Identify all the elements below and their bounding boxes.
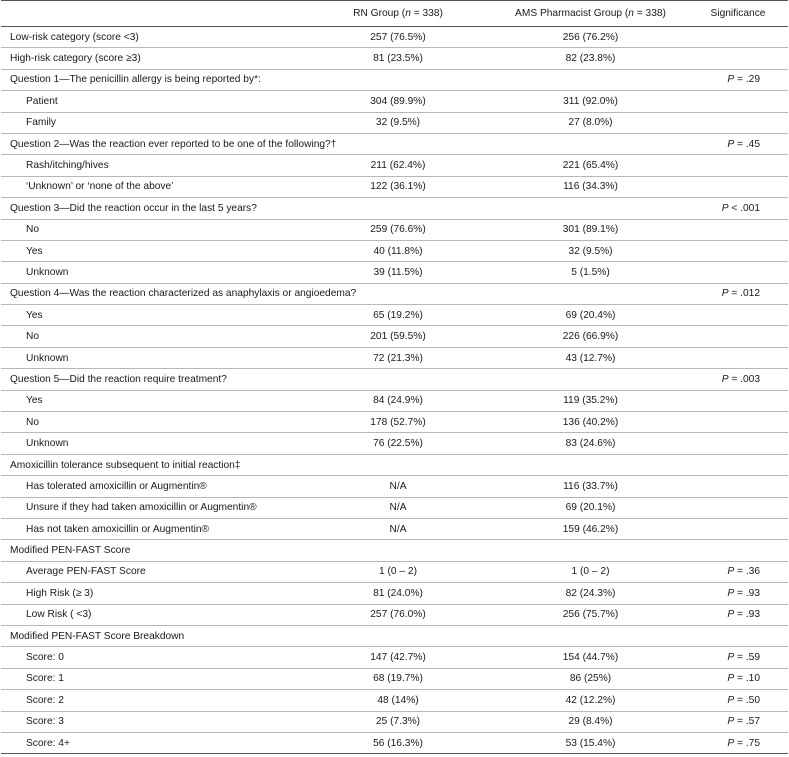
ams-group-value: 221 (65.4%) <box>493 155 688 176</box>
table-row <box>1 390 788 411</box>
table-row <box>1 283 788 304</box>
rn-group-value: 211 (62.4%) <box>303 155 493 176</box>
row-label: Low Risk ( <3) <box>1 604 303 625</box>
header-ams-suffix: = 338) <box>633 8 666 19</box>
rn-group-value <box>303 69 493 90</box>
ams-group-value: 32 (9.5%) <box>493 240 688 261</box>
row-label: Score: 4+ <box>1 732 303 753</box>
rn-group-value: 76 (22.5%) <box>303 433 493 454</box>
rn-group-value: 122 (36.1%) <box>303 176 493 197</box>
significance-value <box>688 433 788 454</box>
ams-group-value: 256 (75.7%) <box>493 604 688 625</box>
significance-value <box>688 305 788 326</box>
ams-group-value: 119 (35.2%) <box>493 390 688 411</box>
significance-value <box>688 219 788 240</box>
significance-value: P = .75 <box>688 732 788 753</box>
row-label: No <box>1 326 303 347</box>
ams-group-value <box>493 133 688 154</box>
significance-value <box>688 625 788 646</box>
header-ams-n: n <box>628 8 634 19</box>
rn-group-value: 259 (76.6%) <box>303 219 493 240</box>
significance-value <box>688 48 788 69</box>
table-row <box>1 497 788 518</box>
rn-group-value: 178 (52.7%) <box>303 412 493 433</box>
table-row <box>1 347 788 368</box>
table-row <box>1 240 788 261</box>
rn-group-value <box>303 540 493 561</box>
row-label: Unknown <box>1 262 303 283</box>
row-label: Average PEN-FAST Score <box>1 561 303 582</box>
rn-group-value: 72 (21.3%) <box>303 347 493 368</box>
ams-group-value: 82 (24.3%) <box>493 583 688 604</box>
rn-group-value: 84 (24.9%) <box>303 390 493 411</box>
table-row <box>1 369 788 390</box>
ams-group-value: 1 (0 – 2) <box>493 561 688 582</box>
header-row <box>1 1 788 27</box>
ams-group-value: 311 (92.0%) <box>493 91 688 112</box>
row-label: Question 4—Was the reaction characterized as anaphylaxis or angioedema? <box>1 283 303 304</box>
table-row <box>1 69 788 90</box>
rn-group-value: 68 (19.7%) <box>303 668 493 689</box>
significance-value <box>688 262 788 283</box>
row-label: Low-risk category (score <3) <box>1 27 303 48</box>
significance-value <box>688 326 788 347</box>
significance-value: P = .59 <box>688 647 788 668</box>
row-label: Question 2—Was the reaction ever reported to be one of the following?† <box>1 133 303 154</box>
header-ams-prefix: AMS Pharmacist Group ( <box>515 8 629 19</box>
ams-group-value <box>493 454 688 475</box>
row-label: Score: 0 <box>1 647 303 668</box>
table-row <box>1 540 788 561</box>
rn-group-value: 81 (24.0%) <box>303 583 493 604</box>
ams-group-value <box>493 198 688 219</box>
significance-value <box>688 390 788 411</box>
row-label: Score: 2 <box>1 690 303 711</box>
table-row <box>1 198 788 219</box>
rn-group-value: 257 (76.0%) <box>303 604 493 625</box>
row-label: Modified PEN-FAST Score Breakdown <box>1 625 303 646</box>
table-row <box>1 433 788 454</box>
row-label: No <box>1 219 303 240</box>
significance-value <box>688 497 788 518</box>
table-row <box>1 91 788 112</box>
ams-group-value: 136 (40.2%) <box>493 412 688 433</box>
table-row <box>1 476 788 497</box>
table-row <box>1 326 788 347</box>
ams-group-value: 29 (8.4%) <box>493 711 688 732</box>
significance-value <box>688 240 788 261</box>
table-row <box>1 604 788 625</box>
rn-group-value: 39 (11.5%) <box>303 262 493 283</box>
rn-group-value: 1 (0 – 2) <box>303 561 493 582</box>
rn-group-value: N/A <box>303 518 493 539</box>
significance-value <box>688 518 788 539</box>
table-row <box>1 518 788 539</box>
significance-value: P = .003 <box>688 369 788 390</box>
ams-group-value <box>493 625 688 646</box>
header-significance: Significance <box>688 1 788 27</box>
table-body <box>1 27 788 754</box>
table-row <box>1 112 788 133</box>
row-label: Has not taken amoxicillin or Augmentin® <box>1 518 303 539</box>
significance-value <box>688 112 788 133</box>
row-label: Patient <box>1 91 303 112</box>
significance-value: P = .57 <box>688 711 788 732</box>
rn-group-value: 32 (9.5%) <box>303 112 493 133</box>
significance-value: P = .29 <box>688 69 788 90</box>
rn-group-value: 25 (7.3%) <box>303 711 493 732</box>
rn-group-value: 81 (23.5%) <box>303 48 493 69</box>
ams-group-value: 42 (12.2%) <box>493 690 688 711</box>
row-label: Unsure if they had taken amoxicillin or Augmentin® <box>1 497 303 518</box>
header-rn-prefix: RN Group ( <box>353 8 406 19</box>
row-label: High-risk category (score ≥3) <box>1 48 303 69</box>
header-rn-n: n <box>405 8 411 19</box>
rn-group-value: 48 (14%) <box>303 690 493 711</box>
row-label: Yes <box>1 240 303 261</box>
ams-group-value: 159 (46.2%) <box>493 518 688 539</box>
ams-group-value <box>493 369 688 390</box>
table-row <box>1 176 788 197</box>
row-label: Unknown <box>1 433 303 454</box>
significance-value: P < .001 <box>688 198 788 219</box>
header-rn-suffix: = 338) <box>410 8 443 19</box>
table-row <box>1 583 788 604</box>
significance-value: P = .012 <box>688 283 788 304</box>
rn-group-value: 304 (89.9%) <box>303 91 493 112</box>
table-row <box>1 133 788 154</box>
row-label: Unknown <box>1 347 303 368</box>
row-label: Question 1—The penicillin allergy is being reported by*: <box>1 69 303 90</box>
row-label: Score: 3 <box>1 711 303 732</box>
table-row <box>1 305 788 326</box>
table-row <box>1 732 788 753</box>
ams-group-value: 43 (12.7%) <box>493 347 688 368</box>
table-row <box>1 561 788 582</box>
row-label: No <box>1 412 303 433</box>
significance-value: P = .93 <box>688 583 788 604</box>
rn-group-value: 147 (42.7%) <box>303 647 493 668</box>
rn-group-value: 56 (16.3%) <box>303 732 493 753</box>
rn-group-value: N/A <box>303 476 493 497</box>
row-label: Score: 1 <box>1 668 303 689</box>
table-row <box>1 711 788 732</box>
significance-value: P = .93 <box>688 604 788 625</box>
row-label: Question 3—Did the reaction occur in the last 5 years? <box>1 198 303 219</box>
table-row <box>1 219 788 240</box>
rn-group-value <box>303 198 493 219</box>
significance-value: P = .36 <box>688 561 788 582</box>
ams-group-value: 116 (34.3%) <box>493 176 688 197</box>
rn-group-value <box>303 454 493 475</box>
results-table <box>1 0 788 754</box>
row-label: Yes <box>1 305 303 326</box>
rn-group-value: 40 (11.8%) <box>303 240 493 261</box>
table-row <box>1 27 788 48</box>
significance-value <box>688 27 788 48</box>
significance-value <box>688 91 788 112</box>
ams-group-value: 86 (25%) <box>493 668 688 689</box>
table-row <box>1 48 788 69</box>
significance-value <box>688 454 788 475</box>
ams-group-value <box>493 540 688 561</box>
significance-value: P = .45 <box>688 133 788 154</box>
row-label: Family <box>1 112 303 133</box>
header-rn-group <box>303 1 493 27</box>
table-row <box>1 647 788 668</box>
ams-group-value: 256 (76.2%) <box>493 27 688 48</box>
significance-value: P = .10 <box>688 668 788 689</box>
row-label: Has tolerated amoxicillin or Augmentin® <box>1 476 303 497</box>
table-row <box>1 690 788 711</box>
rn-group-value <box>303 369 493 390</box>
ams-group-value: 301 (89.1%) <box>493 219 688 240</box>
row-label: Modified PEN-FAST Score <box>1 540 303 561</box>
ams-group-value <box>493 283 688 304</box>
rn-group-value: N/A <box>303 497 493 518</box>
ams-group-value: 53 (15.4%) <box>493 732 688 753</box>
significance-value: P = .50 <box>688 690 788 711</box>
row-label: Yes <box>1 390 303 411</box>
row-label: Rash/itching/hives <box>1 155 303 176</box>
significance-value <box>688 155 788 176</box>
significance-value <box>688 412 788 433</box>
row-label: High Risk (≥ 3) <box>1 583 303 604</box>
table-row <box>1 668 788 689</box>
table-row <box>1 412 788 433</box>
ams-group-value: 69 (20.1%) <box>493 497 688 518</box>
header-row-label <box>1 1 303 27</box>
significance-value <box>688 347 788 368</box>
table-row <box>1 155 788 176</box>
significance-value <box>688 176 788 197</box>
ams-group-value <box>493 69 688 90</box>
ams-group-value: 226 (66.9%) <box>493 326 688 347</box>
row-label: Question 5—Did the reaction require treatment? <box>1 369 303 390</box>
ams-group-value: 116 (33.7%) <box>493 476 688 497</box>
ams-group-value: 5 (1.5%) <box>493 262 688 283</box>
ams-group-value: 82 (23.8%) <box>493 48 688 69</box>
row-label: Amoxicillin tolerance subsequent to initial reaction‡ <box>1 454 303 475</box>
ams-group-value: 27 (8.0%) <box>493 112 688 133</box>
ams-group-value: 154 (44.7%) <box>493 647 688 668</box>
table-row <box>1 625 788 646</box>
significance-value <box>688 540 788 561</box>
table-row <box>1 262 788 283</box>
rn-group-value: 65 (19.2%) <box>303 305 493 326</box>
table-header <box>1 1 788 27</box>
rn-group-value <box>303 625 493 646</box>
rn-group-value: 257 (76.5%) <box>303 27 493 48</box>
significance-value <box>688 476 788 497</box>
header-ams-group <box>493 1 688 27</box>
row-label: ‘Unknown’ or ‘none of the above’ <box>1 176 303 197</box>
ams-group-value: 83 (24.6%) <box>493 433 688 454</box>
rn-group-value: 201 (59.5%) <box>303 326 493 347</box>
ams-group-value: 69 (20.4%) <box>493 305 688 326</box>
table-row <box>1 454 788 475</box>
